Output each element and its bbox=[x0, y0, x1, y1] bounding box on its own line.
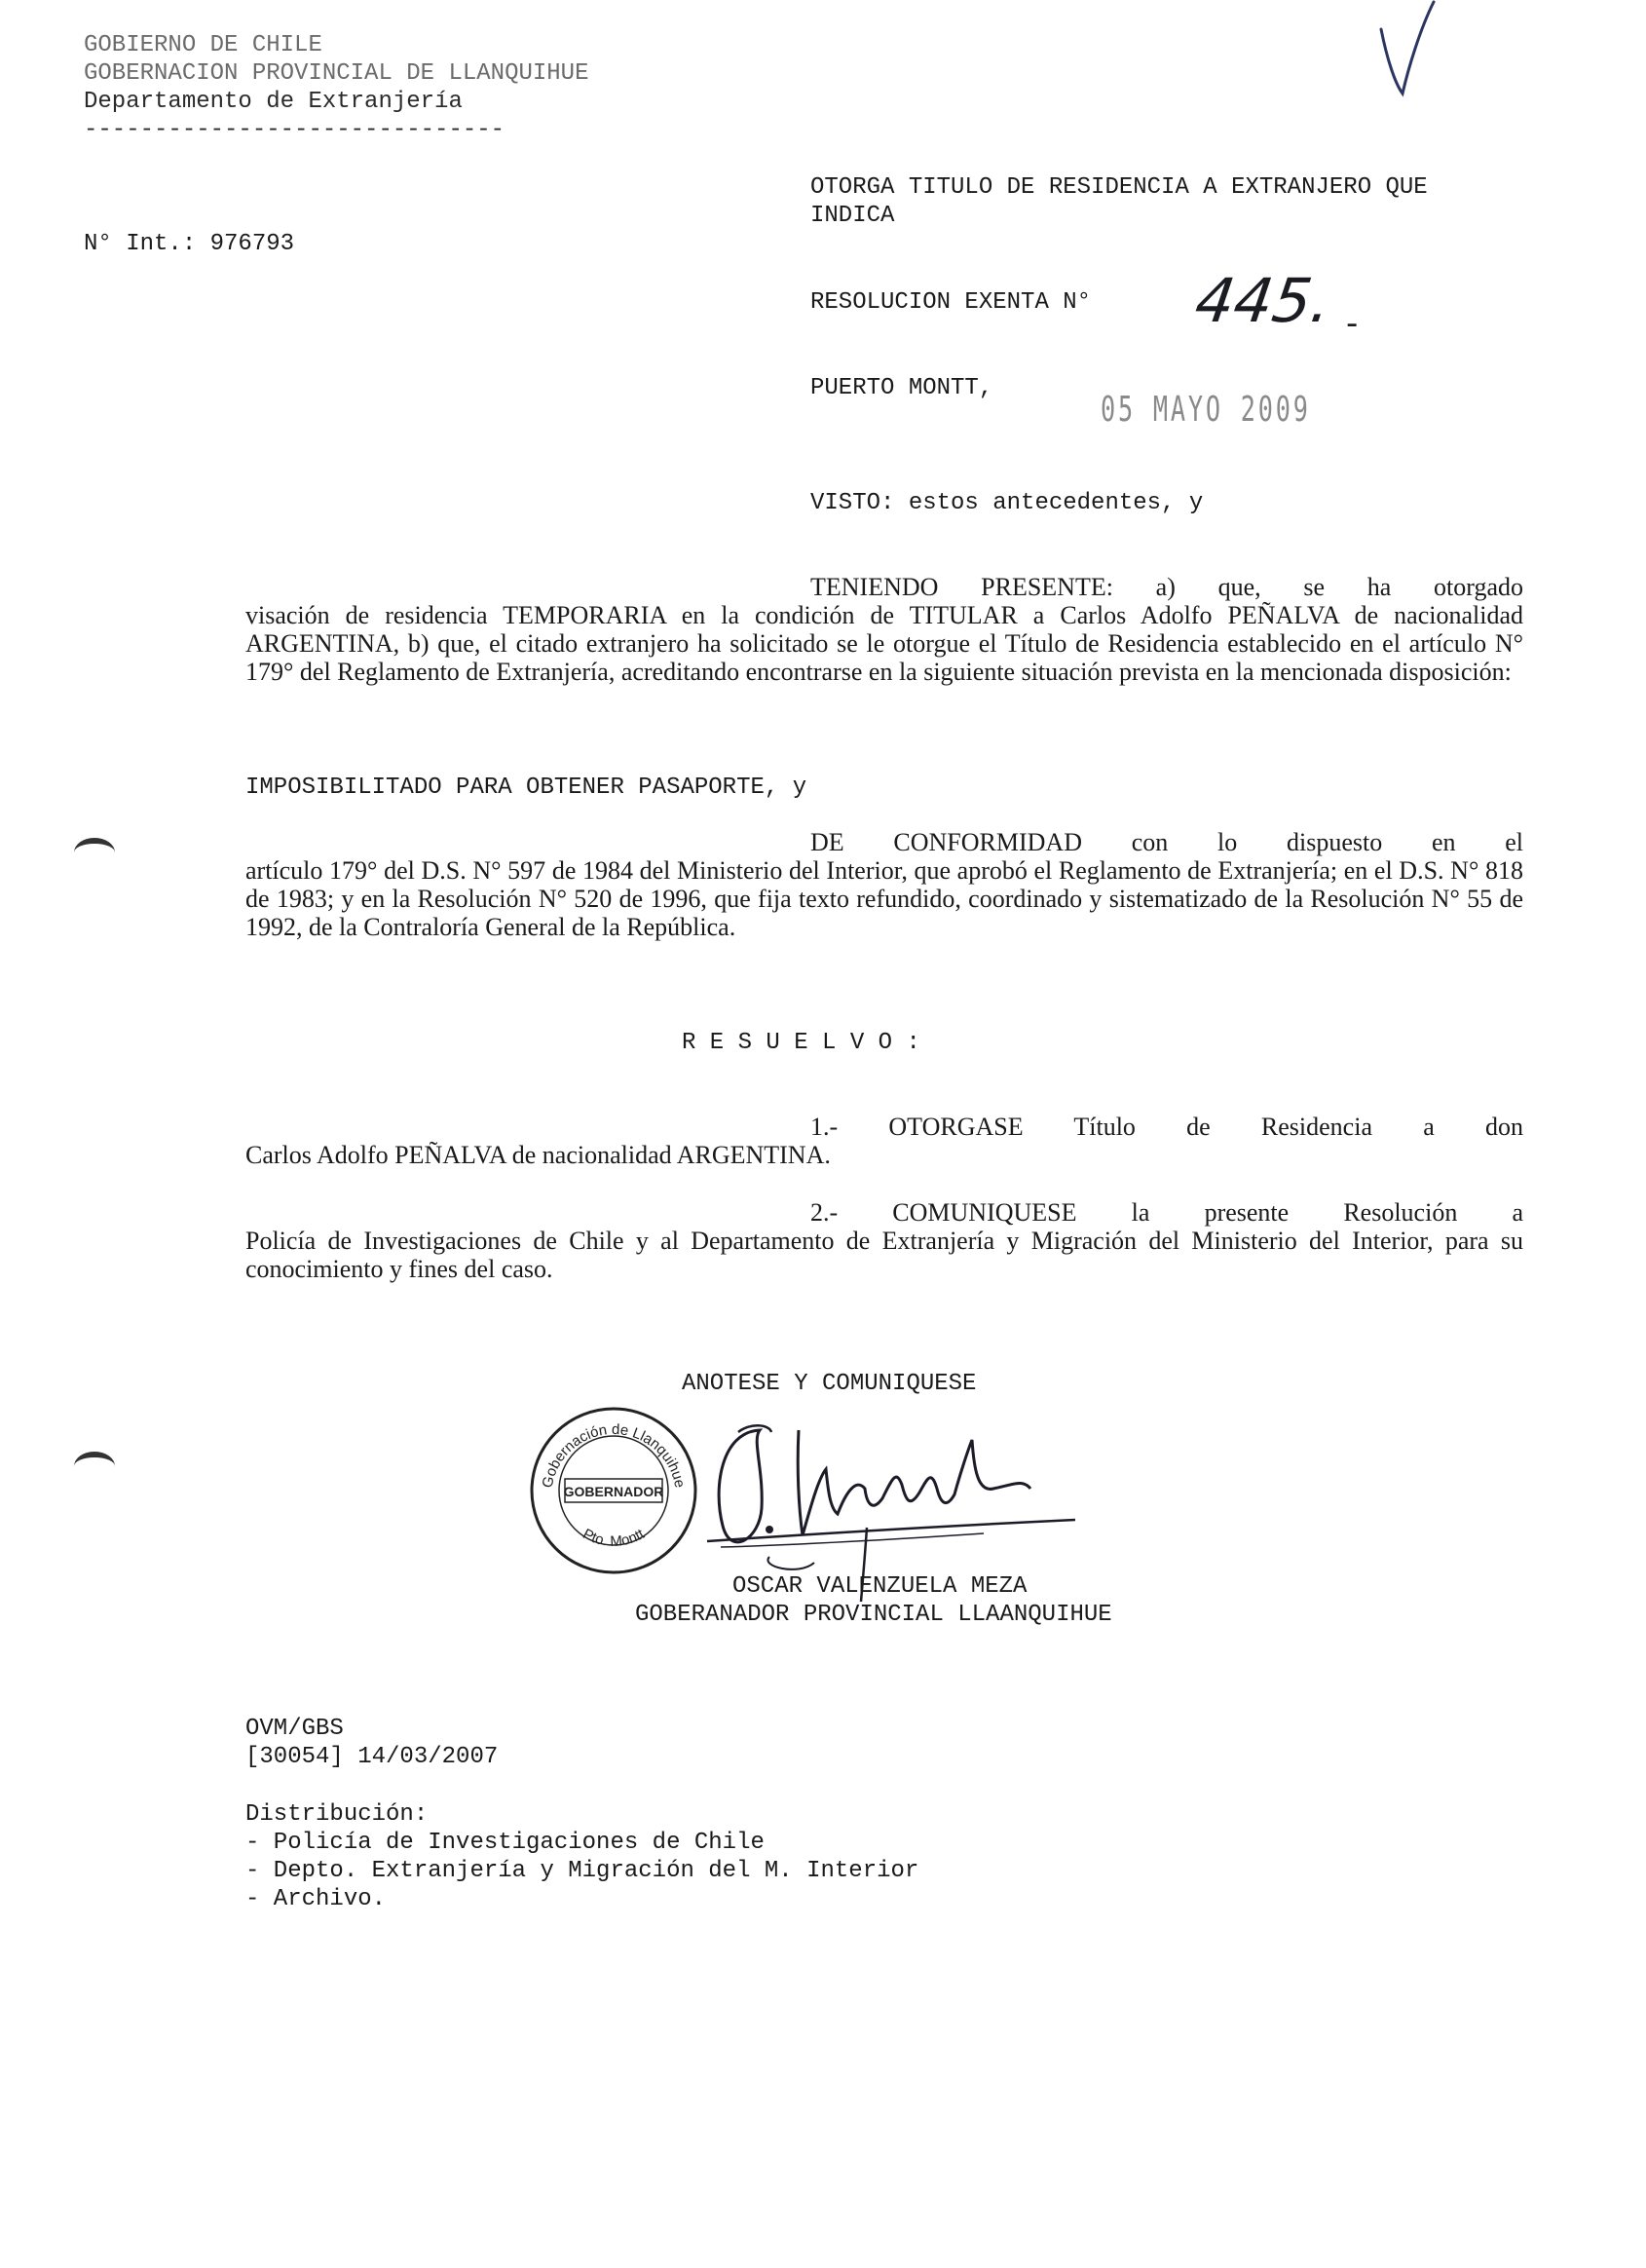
letterhead-government: GOBIERNO DE CHILE bbox=[84, 32, 322, 58]
visto-clause: VISTO: estos antecedentes, y bbox=[810, 490, 1204, 516]
reference: [30054] 14/03/2007 bbox=[245, 1744, 499, 1770]
distribution-item: - Archivo. bbox=[245, 1886, 387, 1912]
seal-arc-bottom: Pto. Montt bbox=[580, 1525, 648, 1551]
seal-center: GOBERNADOR bbox=[563, 1484, 664, 1499]
letterhead-rule: ------------------------------ bbox=[84, 117, 505, 143]
resolution-handwritten-dash: - bbox=[1346, 304, 1359, 343]
title-line-2: INDICA bbox=[810, 203, 895, 229]
resolution-handwritten-number: 445. bbox=[1190, 265, 1336, 336]
item-1-first-line: 1.- OTORGASE Título de Residencia a don bbox=[810, 1113, 1523, 1141]
document-title bbox=[810, 173, 1428, 230]
punch-hole bbox=[74, 1452, 115, 1481]
resolution-label: RESOLUCION EXENTA N° bbox=[810, 289, 1092, 316]
signatory-name: OSCAR VALENZUELA MEZA bbox=[732, 1573, 1028, 1600]
item-2-body: Policía de Investigaciones de Chile y al Departamento de Extranjería y Migración del Ministerio del Interior, para su conocimiento y fines del caso. bbox=[245, 1227, 1523, 1283]
letterhead bbox=[84, 31, 588, 144]
closing-line: ANOTESE Y COMUNIQUESE bbox=[682, 1371, 977, 1397]
internal-number: N° Int.: 976793 bbox=[84, 231, 295, 257]
conformidad-first-line: DE CONFORMIDAD con lo dispuesto en el bbox=[810, 828, 1523, 856]
distribution-item: - Depto. Extranjería y Migración del M. Interior bbox=[245, 1858, 919, 1884]
check-mark-icon bbox=[1373, 0, 1441, 107]
distribution-item: - Policía de Investigaciones de Chile bbox=[245, 1830, 765, 1856]
situation-line: IMPOSIBILITADO PARA OBTENER PASAPORTE, y bbox=[245, 775, 807, 801]
place-label: PUERTO MONTT, bbox=[810, 375, 993, 401]
item-2-first-line: 2.- COMUNIQUESE la presente Resolución a bbox=[810, 1198, 1523, 1227]
seal-arc-top: Gobernación de Llanquihue bbox=[539, 1420, 689, 1490]
signatory-title: GOBERANADOR PROVINCIAL LLAANQUIHUE bbox=[635, 1602, 1112, 1628]
date-stamp: 05 MAYO 2009 bbox=[1101, 390, 1311, 430]
teniendo-body: visación de residencia TEMPORARIA en la condición de TITULAR a Carlos Adolfo PEÑALVA de nacionalidad ARGENTINA, b) que, el citado extranjero ha solicitado se le otorgue el Título de Residencia establecido en el artículo N° 179° del Reglamento de Extranjería, acreditando encontrarse en la siguiente situación prevista en la mencionada disposición: bbox=[245, 601, 1523, 686]
conformidad-body: artículo 179° del D.S. N° 597 de 1984 del Ministerio del Interior, que aprobó el Reglamento de Extranjería; en el D.S. N° 818 de 1983; y en la Resolución N° 520 de 1996, que fija texto refundido, coordinado y sistematizado de la Resolución N° 55 de 1992, de la Contraloría General de la República. bbox=[245, 856, 1523, 941]
letterhead-governorate: GOBERNACION PROVINCIAL DE LLANQUIHUE bbox=[84, 60, 589, 87]
letterhead-department: Departamento de Extranjería bbox=[84, 89, 463, 115]
item-1-body: Carlos Adolfo PEÑALVA de nacionalidad ARGENTINA. bbox=[245, 1141, 831, 1169]
svg-text:Pto. Montt bbox=[580, 1526, 649, 1550]
punch-hole bbox=[74, 838, 115, 867]
initials: OVM/GBS bbox=[245, 1716, 344, 1742]
official-seal bbox=[526, 1403, 701, 1578]
resuelvo-heading: R E S U E L V O : bbox=[682, 1030, 920, 1056]
distribution-label: Distribución: bbox=[245, 1801, 429, 1828]
distribution bbox=[245, 1800, 918, 1913]
title-line-1: OTORGA TITULO DE RESIDENCIA A EXTRANJERO QUE bbox=[810, 174, 1428, 201]
teniendo-first-line: TENIENDO PRESENTE: a) que, se ha otorgado bbox=[810, 573, 1523, 601]
